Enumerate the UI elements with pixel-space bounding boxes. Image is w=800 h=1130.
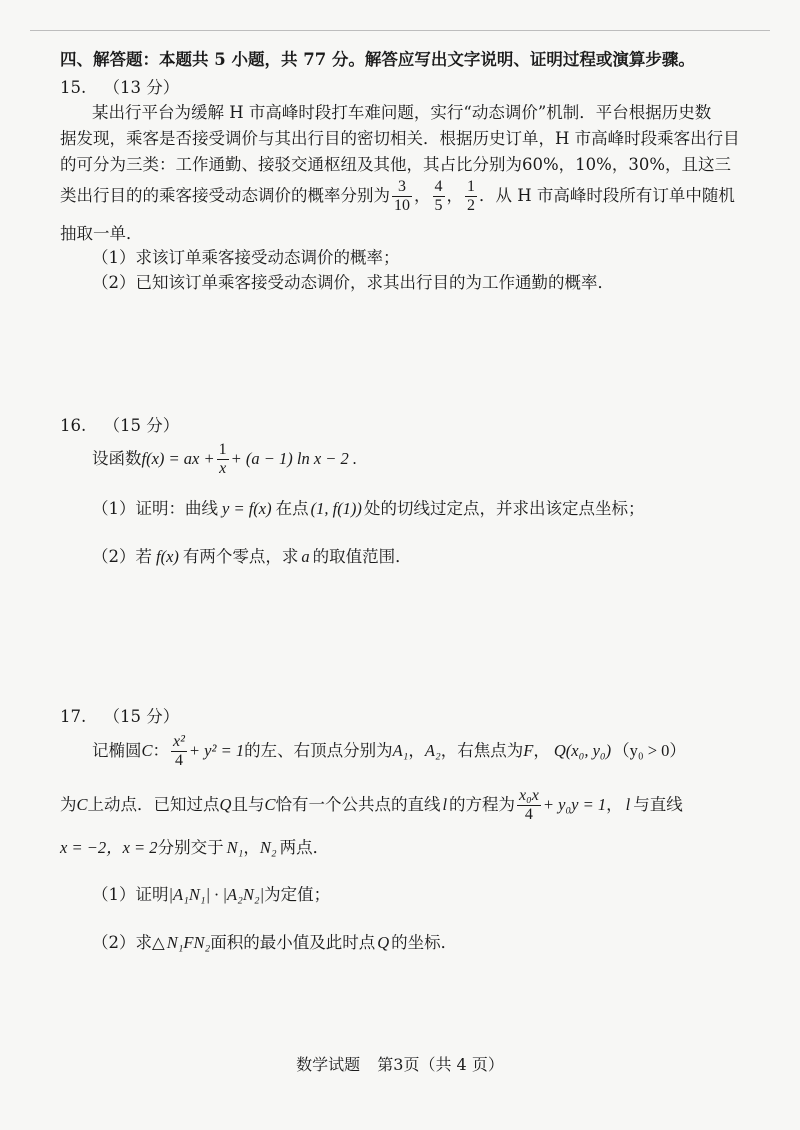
q15-paragraph-line-3: 的可分为三类：工作通勤、接驳交通枢纽及其他，其占比分别为60%，10%，30%，且这三 — [60, 155, 732, 174]
fraction-1-2: $\frac{1}{2}$ — [467, 178, 475, 214]
q15-paragraph-line-2: 据发现，乘客是否接受调价与其出行目的密切相关．根据历史订单，H 市高峰时段乘客出行目 — [60, 129, 740, 148]
q16-score: （15 分） — [103, 416, 180, 435]
q15-subquestion-2: （2）已知该订单乘客接受动态调价，求其出行目的为工作通勤的概率． — [92, 273, 614, 292]
q15-line4-tail: ．从 H 市高峰时段所有订单中随机 — [479, 186, 735, 205]
q15-subquestion-1: （1）求该订单乘客接受动态调价的概率； — [92, 248, 400, 267]
q17-paragraph-line-1: 记椭圆C： $\frac{\text{x²}}{4}$ + y² = 1的左、右顶点分别为A₁，A₂，右焦点为F， Q(x₀, y₀) （y₀ > 0） — [92, 733, 686, 769]
fraction-4-5: $\frac{4}{5}$ — [434, 178, 443, 214]
q16-subquestion-2: （2）若 f(x) 有两个零点，求 a 的取值范围． — [92, 547, 412, 566]
footer-subject: 数学试题 — [296, 1055, 361, 1074]
q15-number: 15. — [60, 78, 87, 97]
q16-def-text: 设函数 — [92, 449, 142, 468]
q17-paragraph-line-3: x = −2，x = 2分别交于 N₁，N₂ 两点． — [60, 838, 330, 857]
q16-def-math-b: + (a − 1) ln x − 2 . — [230, 449, 358, 468]
fraction-x0x-over-4: $\frac{\text{x₀x}}{4}$ — [519, 787, 539, 823]
q16-subquestion-1: （1）证明：曲线 y = f(x) 在点 (1, f(1)) 处的切线过定点，并求出该定点坐标； — [92, 499, 645, 518]
q17-subquestion-2: （2）求△ N₁FN₂面积的最小值及此时点 Q 的坐标． — [92, 933, 458, 952]
page-footer — [0, 1052, 800, 1075]
q16-function-definition — [92, 437, 357, 481]
q16-def-math-a: f(x) = ax + — [141, 449, 215, 468]
q17-header — [60, 705, 179, 729]
q15-header — [60, 76, 179, 100]
q17-subquestion-1: （1）证明|A₁N₁| · |A₂N₂|为定值； — [92, 885, 331, 904]
fraction-3-10: $\frac{3}{10}$ — [394, 178, 410, 214]
fraction-x2-over-4: $\frac{\text{x²}}{4}$ — [173, 733, 185, 769]
q17-score: （15 分） — [103, 707, 180, 726]
section-heading: 四、解答题：本题共 5 小题，共 77 分。解答应写出文字说明、证明过程或演算步骤。 — [60, 50, 695, 69]
q15-score: （13 分） — [103, 78, 180, 97]
q15-line4-text: 类出行目的的乘客接受动态调价的概率分别为 — [60, 186, 390, 205]
q15-paragraph-line-1: 某出行平台为缓解 H 市高峰时段打车难问题，实行“动态调价”机制．平台根据历史数 — [92, 103, 712, 122]
q17-number: 17. — [60, 707, 87, 726]
q17-paragraph-line-2: 为C上动点．已知过点Q且与C恰有一个公共点的直线 l 的方程为 $\frac{\text{x₀x}}{4}$ + y₀y = 1， l 与直线 — [60, 787, 683, 823]
footer-page-number: 第3页（共 4 页） — [377, 1055, 504, 1074]
top-rule — [30, 30, 770, 31]
q15-paragraph-line-5: 抽取一单． — [60, 224, 143, 243]
q16-number: 16. — [60, 416, 87, 435]
q15-paragraph-line-4: 类出行目的的乘客接受动态调价的概率分别为 $\frac{3}{10}$ ， $\frac{4}{5}$ ， $\frac{1}{2}$ ．从 H 市高峰时段所有订单中随机 — [60, 178, 735, 214]
fraction-1-over-x: $\frac{1}{x}$ — [218, 441, 227, 477]
q16-header — [60, 414, 179, 438]
